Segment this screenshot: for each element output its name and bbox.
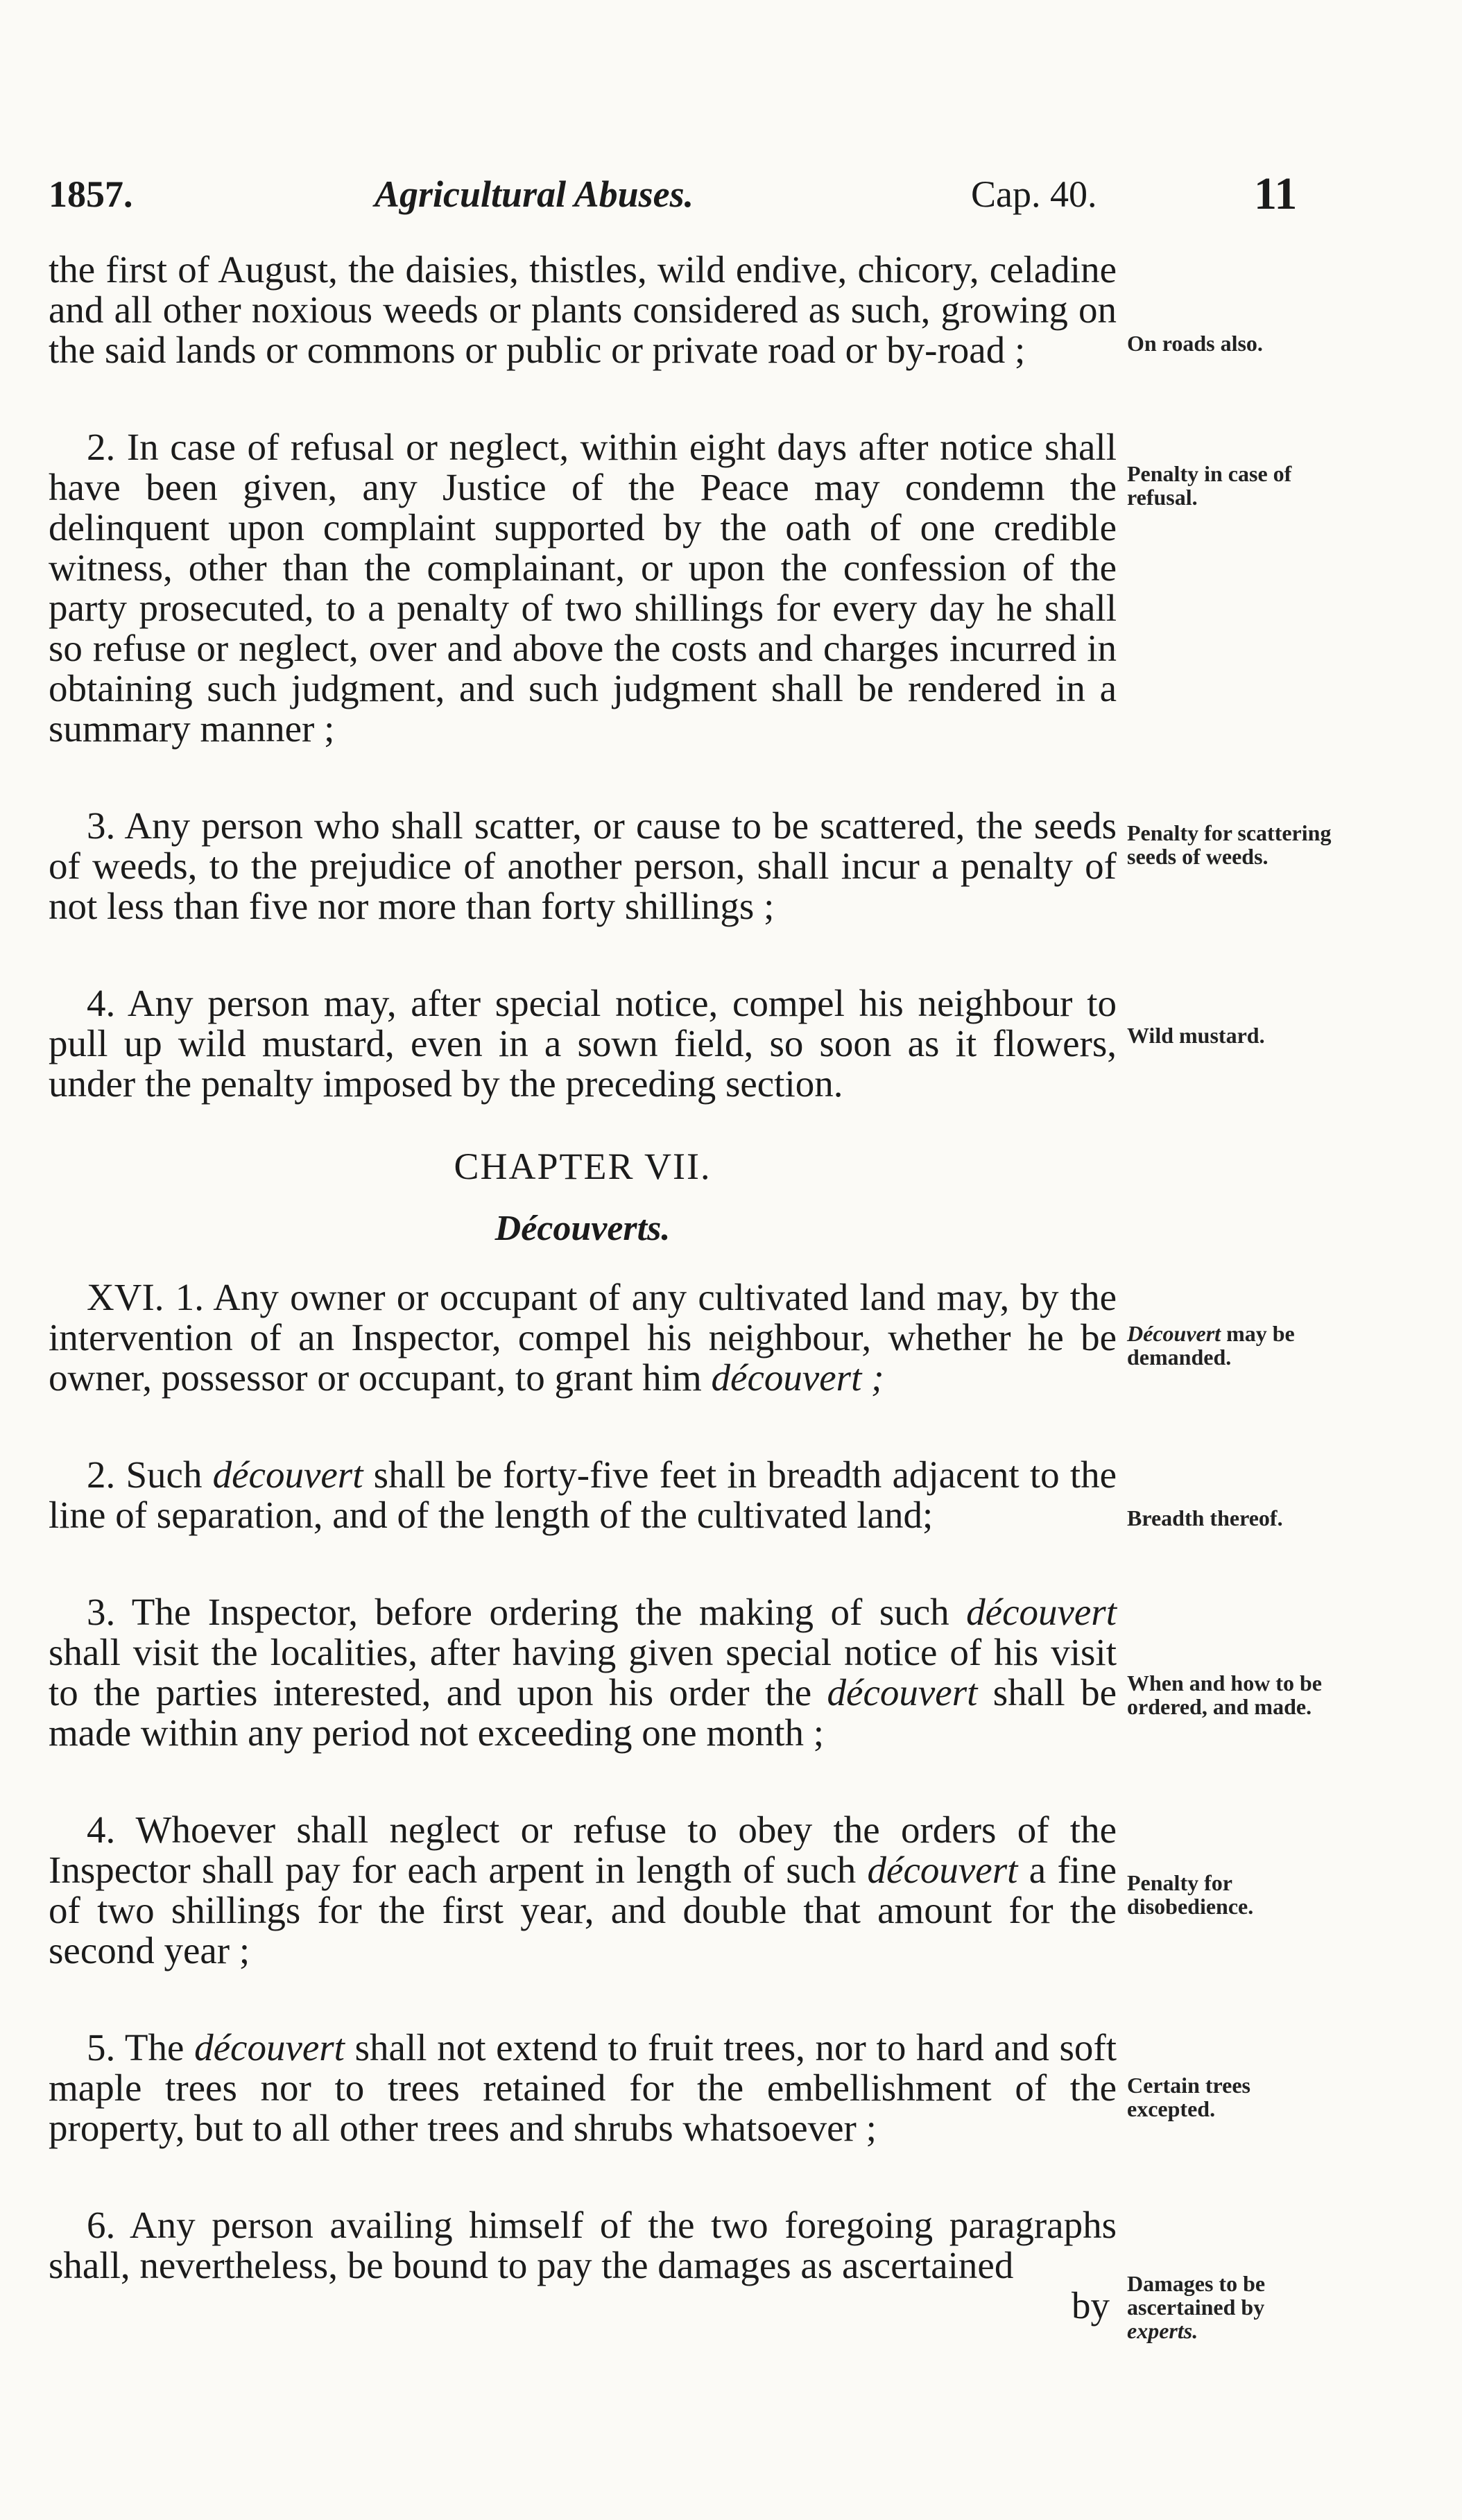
italic-term: experts. <box>1127 2318 1198 2343</box>
italic-term: découvert <box>212 1453 363 1496</box>
text-run: Damages to be ascertained by <box>1127 2271 1266 2320</box>
italic-term: Découvert <box>1127 1321 1221 1346</box>
paragraph-3: 3. Any person who shall scatter, or cause to be scattered, the seeds of weeds, to the prejudice of another person, shall incur a penalty of not less than five nor more than forty shillings ; <box>49 804 1117 927</box>
text-run: XVI. 1. Any owner or occupant of any cultivated land may, by the intervention of an Inspector, compel his neighbour, whether he be owner, possessor or occupant, to grant him <box>49 1276 1117 1399</box>
page-body <box>49 250 1117 2326</box>
paragraph-2: 2. In case of refusal or neglect, within eight days after notice shall have been given, any Justice of the Peace may condemn the delinquent upon complaint supported by the oath of one credible witness, other than the complainant, or upon the confession of the party prosecuted, to a penalty of two shillings for every day he shall so refuse or neglect, over and above the costs and charges incurred in obtaining such judgment, and such judgment shall be rendered in a summary manner ; <box>49 426 1117 750</box>
paragraph-continued: the first of August, the daisies, thistles, wild endive, chicory, celadine and all other noxious weeds or plants considered as such, growing on the said lands or commons or public or private road or by-road ; <box>49 248 1117 371</box>
header-chapter-ref: Cap. 40. <box>971 173 1097 215</box>
italic-term: découvert <box>827 1671 978 1714</box>
margin-note-breadth: Breadth thereof. <box>1127 1505 1283 1530</box>
margin-note-penalty-scattering: Penalty for scattering seeds of weeds. <box>1127 820 1332 869</box>
text-run: shall be made within any period not exceeding one month ; <box>49 1671 1117 1754</box>
text-run: 2. Such <box>87 1453 213 1496</box>
chapter-subheading: Découverts. <box>495 1209 671 1248</box>
margin-note-penalty-refusal: Penalty in case of refusal. <box>1127 461 1292 510</box>
section-xvi-paragraph-4 <box>49 1810 1117 1971</box>
italic-term: découvert <box>194 2026 345 2069</box>
text-run: shall visit the localities, after having given special notice of his visit to the parties interested, and upon his order the <box>49 1631 1117 1714</box>
section-xvi-paragraph-1 <box>49 1277 1117 1398</box>
italic-term: découvert <box>966 1591 1117 1633</box>
margin-note-when-how: When and how to be ordered, and made. <box>1127 1671 1322 1719</box>
text-run: a fine of two shillings for the first year, and double that amount for the second year ; <box>49 1849 1117 1971</box>
section-xvi-paragraph-5 <box>49 2028 1117 2148</box>
catchword: by <box>1072 2284 1110 2327</box>
section-xvi-paragraph-2 <box>49 1455 1117 1535</box>
text-run: 3. The Inspector, before ordering the making of such <box>87 1591 967 1633</box>
running-header <box>49 170 1311 225</box>
margin-note-damages <box>1127 2272 1335 2342</box>
margin-note-wild-mustard: Wild mustard. <box>1127 1023 1265 1048</box>
text-run: may be demanded. <box>1127 1321 1295 1370</box>
margin-note-roads: On roads also. <box>1127 331 1263 356</box>
margin-note-decouvert-demanded <box>1127 1322 1335 1369</box>
paragraph-4: 4. Any person may, after special notice, compel his neighbour to pull up wild mustard, even in a sown field, so soon as it flowers, under the penalty imposed by the preceding section. <box>49 982 1117 1105</box>
header-title: Agricultural Abuses. <box>375 173 694 215</box>
section-xvi-paragraph-3 <box>49 1592 1117 1753</box>
margin-note-trees-excepted: Certain trees excepted. <box>1127 2073 1250 2121</box>
text-run: shall be forty-five feet in breadth adjacent to the line of separation, and of the length of the cultivated land; <box>49 1453 1117 1536</box>
italic-term: découvert <box>867 1849 1018 1891</box>
text-run: 4. Whoever shall neglect or refuse to obey the orders of the Inspector shall pay for each arpent in length of such <box>49 1809 1117 1891</box>
text-run: 5. The <box>87 2026 195 2069</box>
margin-note-disobedience: Penalty for disobedience. <box>1127 1870 1254 1919</box>
section-xvi-paragraph-6: 6. Any person availing himself of the two foregoing paragraphs shall, nevertheless, be bound to pay the damages as ascertained <box>49 2204 1117 2286</box>
chapter-heading: CHAPTER VII. <box>454 1146 712 1187</box>
page-number: 11 <box>1254 169 1298 219</box>
text-run: shall not extend to fruit trees, nor to hard and soft maple trees nor to trees retained for the embellishment of the property, but to all other trees and shrubs whatsoever ; <box>49 2026 1117 2149</box>
italic-term: découvert ; <box>711 1356 884 1399</box>
header-year: 1857. <box>49 173 133 215</box>
